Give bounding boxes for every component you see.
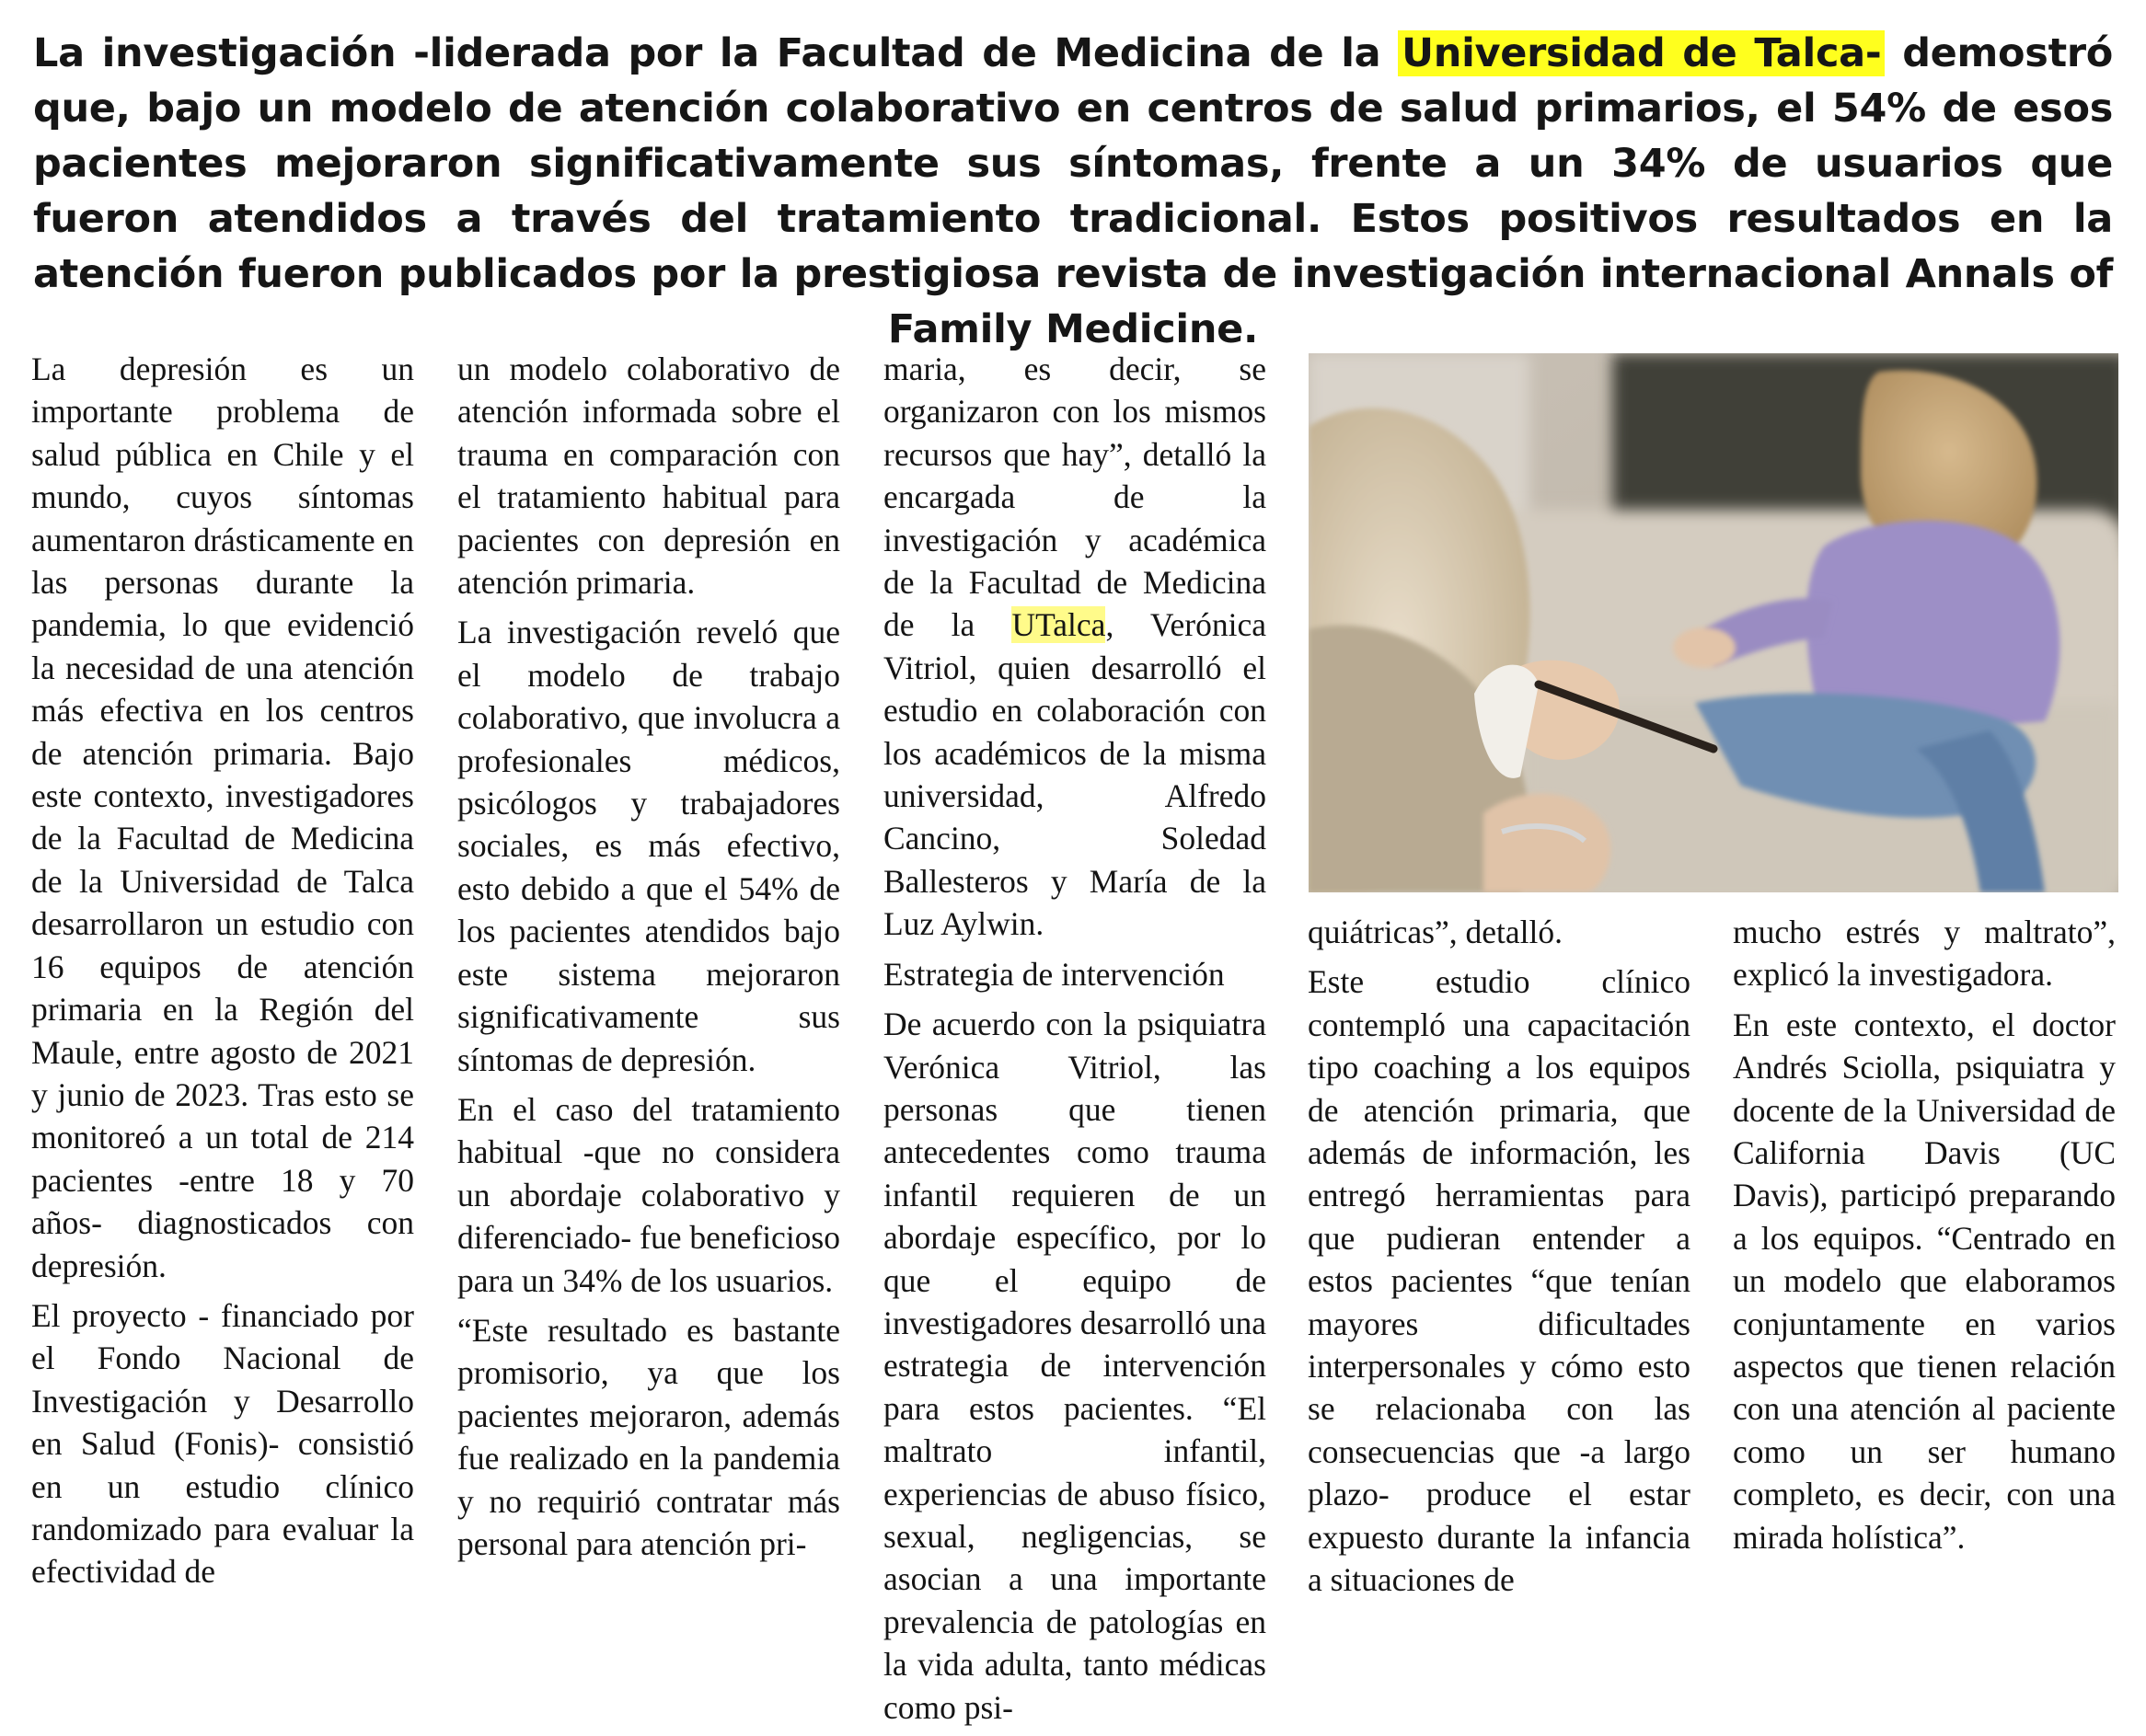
article-column-5 — [1733, 911, 2116, 1566]
article-photo-therapy-session — [1309, 353, 2118, 892]
column3-text-after: , Verónica Vitriol, quien desarrolló el estudio en colaboración con los académicos de la misma universidad, Alfredo Cancino, Soledad Ballesteros y María de la Luz Aylwin. — [883, 606, 1266, 943]
article-column-2 — [457, 348, 840, 1572]
column2-paragraph-2: La investigación reveló que el modelo de trabajo colaborativo, que involucra a profesionales médicos, psicólogos y trabajadores sociales, es más efectivo, esto debido a que el 54% de los pacientes atendidos bajo este sistema mejoraron significativamente sus síntomas de depresión. — [457, 614, 840, 1078]
column1-paragraph-1: La depresión es un importante problema de salud pública en Chile y el mundo, cuyos síntomas aumentaron drásticamente en las personas durante la pandemia, lo que evidenció la necesidad de una atención más efectiva en los centros de atención primaria. Bajo este contexto, investigadores de la Facultad de Medicina de la Universidad de Talca desarrollaron un estudio con 16 equipos de atención primaria en la Región del Maule, entre agosto de 2021 y junio de 2023. Tras esto se monitoreó a un total de 214 pacientes -entre 18 y 70 años- diagnosticados con depresión. — [31, 351, 414, 1284]
article-column-3 — [883, 348, 1266, 1736]
column2-paragraph-4: “Este resultado es bastante promisorio, ya que los pacientes mejoraron, además fue realizado en la pandemia y no requirió contratar más personal para atención pri- — [457, 1311, 840, 1562]
column3-highlight-utalca: UTalca — [1011, 606, 1106, 644]
article-column-1 — [31, 348, 414, 1601]
article-column-4 — [1308, 911, 1690, 1609]
column3-text-before: maria, es decir, se organizaron con los mismos recursos que hay”, detalló la encargada de la investigación y académica de la Facultad de Medicina de la — [883, 351, 1266, 644]
section-subheading: Estrategia de intervención — [883, 955, 1225, 993]
column1-paragraph-2: El proyecto - financiado por el Fondo Nacional de Investigación y Desarrollo en Salud (Fonis)- consistió en un estudio clínico randomizado para evaluar la efectividad de — [31, 1296, 414, 1591]
column2-paragraph-1: un modelo colaborativo de atención informada sobre el trauma en comparación con el tratamiento habitual para pacientes con depresión en atención primaria. — [457, 351, 840, 602]
therapy-session-illustration — [1309, 353, 2118, 892]
lead-paragraph — [33, 26, 2113, 357]
column4-paragraph-2: Este estudio clínico contempló una capacitación tipo coaching a los equipos de atención primaria, que además de información, les entregó herramientas para que pudieran entender a estos pacientes “que tenían mayores dificultades interpersonales y cómo esto se relacionaba con las consecuencias que -a largo plazo- produce el estar expuesto durante la infancia a situaciones de — [1308, 963, 1690, 1599]
column3-paragraph-2: De acuerdo con la psiquiatra Verónica Vitriol, las personas que tienen antecedentes como trauma infantil requieren de un abordaje específico, por lo que el equipo de investigadores desarrolló una estrategia de intervención para estos pacientes. “El maltrato infantil, experiencias de abuso físico, sexual, negligencias, se asocian a una importante prevalencia de patologías en la vida adulta, tanto médicas como psi- — [883, 1006, 1267, 1726]
column5-paragraph-2: En este contexto, el doctor Andrés Sciolla, psiquiatra y docente de la Universidad de California Davis (UC Davis), participó preparando a los equipos. “Centrado en un modelo que elaboramos conjuntamente en varios aspectos que tienen relación con una atención al paciente como un ser humano completo, es decir, con una mirada holística”. — [1733, 1006, 2116, 1556]
column4-paragraph-1: quiátricas”, detalló. — [1308, 914, 1563, 950]
column3-paragraph-1 — [883, 348, 1266, 946]
lead-text-after: demostró que, bajo un modelo de atención colaborativo en centros de salud primarios, el 54% de esos pacientes mejoraron significativamente sus síntomas, frente a un 34% de usuarios que fueron atendidos a través del tratamiento tradicional. Estos positivos resultados en la atención fueron publicados por la prestigiosa revista de investigación internacional Annals of Family Medicine. — [33, 30, 2113, 352]
column2-paragraph-3: En el caso del tratamiento habitual -que no considera un abordaje colaborativo y diferenciado- fue beneficioso para un 34% de los usuarios. — [457, 1090, 840, 1299]
lead-text-before: La investigación -liderada por la Facultad de Medicina de la — [33, 30, 1399, 76]
column5-paragraph-1: mucho estrés y maltrato”, explicó la investigadora. — [1733, 914, 2116, 994]
lead-highlight-university: Universidad de Talca- — [1398, 30, 1885, 76]
